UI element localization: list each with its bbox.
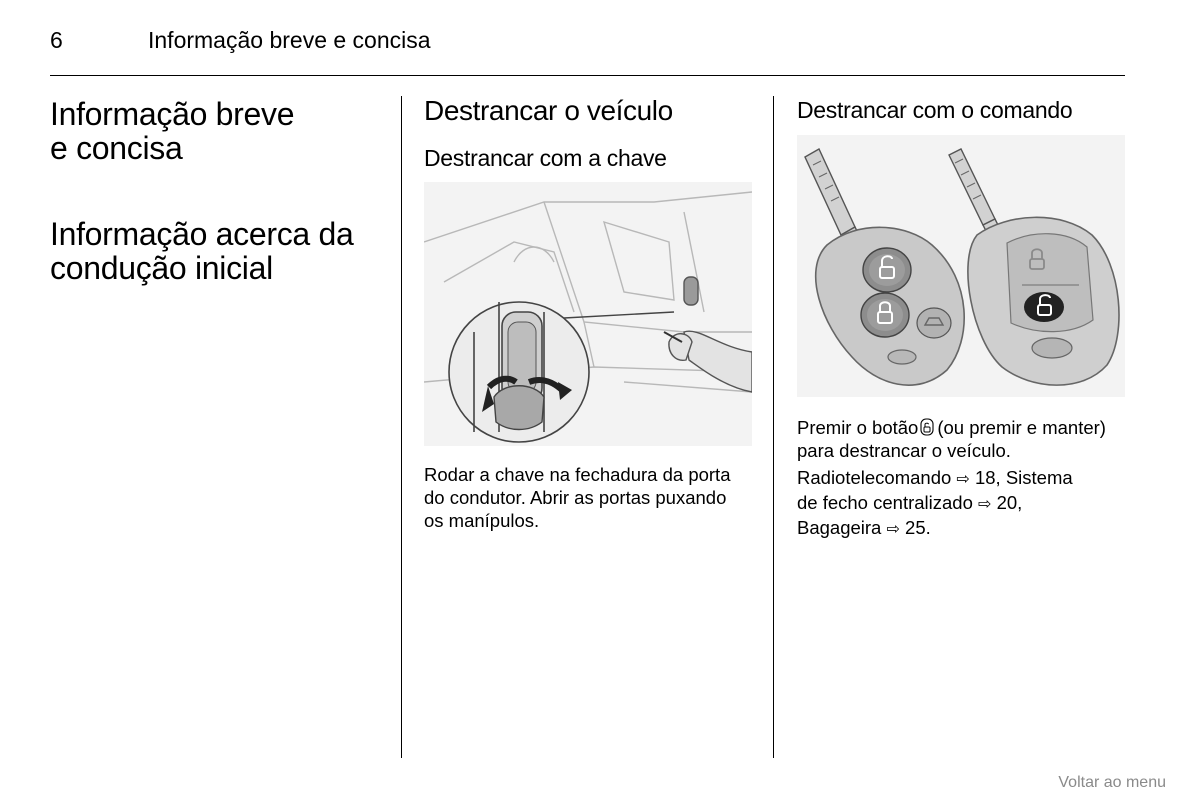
subsection-title-remote: Destrancar com o comando (797, 97, 1073, 123)
page-reference-arrow-icon: ⇨ (886, 521, 900, 538)
page-header (0, 0, 1200, 76)
section-heading-initial-driving (50, 217, 354, 285)
subsection-title-key: Destrancar com a chave (424, 145, 667, 171)
instruction-line2: do condutor. Abrir as portas puxando (424, 487, 727, 508)
reference-line3 (797, 516, 1137, 541)
instruction-line3: os manípulos. (424, 510, 540, 531)
instruction-line1: Rodar a chave na fechadura da porta (424, 464, 731, 485)
remote-instruction-line1 (797, 416, 1137, 439)
remote-instruction-line2: para destrancar o veículo. (797, 440, 1011, 461)
instruction-paragraph-remote (797, 416, 1137, 462)
remote-instruction-text-a: Premir o botão (797, 417, 919, 438)
reference-line1 (797, 466, 1137, 491)
page-reference-arrow-icon: ⇨ (956, 471, 970, 488)
reference-central-locking: de fecho centralizado (797, 492, 973, 513)
reference-boot: Bagageira (797, 517, 882, 538)
chapter-heading (50, 97, 294, 165)
reference-line2 (797, 491, 1137, 516)
door-lock-key-icon (424, 182, 752, 446)
reference-page-25[interactable]: 25. (905, 517, 931, 538)
chapter-heading-line2: e concisa (50, 130, 183, 166)
remote-key-icon (797, 135, 1125, 397)
section-title-unlock: Destrancar o veículo (424, 95, 673, 126)
reference-page-18[interactable]: 18, Sistema (974, 467, 1073, 488)
page-number: 6 (50, 27, 63, 53)
page-reference-arrow-icon: ⇨ (978, 496, 992, 513)
cross-references (797, 466, 1137, 541)
unlock-button-icon (920, 418, 934, 436)
instruction-paragraph-key (424, 463, 754, 532)
chapter-heading-line1: Informação breve (50, 96, 295, 132)
reference-radio-remote: Radiotelecomando (797, 467, 952, 488)
reference-page-20[interactable]: 20, (996, 492, 1023, 513)
column-divider-right (773, 96, 774, 758)
column-divider-left (401, 96, 402, 758)
header-divider (50, 75, 1125, 76)
section-heading-line1: Informação acerca da (50, 216, 354, 252)
running-title: Informação breve e concisa (148, 27, 431, 53)
remote-instruction-text-b: (ou premir e manter) (937, 417, 1106, 438)
back-to-menu-link[interactable]: Voltar ao menu (1058, 774, 1166, 791)
door-lock-key-illustration (424, 182, 752, 446)
remote-key-illustration (797, 135, 1125, 397)
section-heading-line2: condução inicial (50, 250, 273, 286)
